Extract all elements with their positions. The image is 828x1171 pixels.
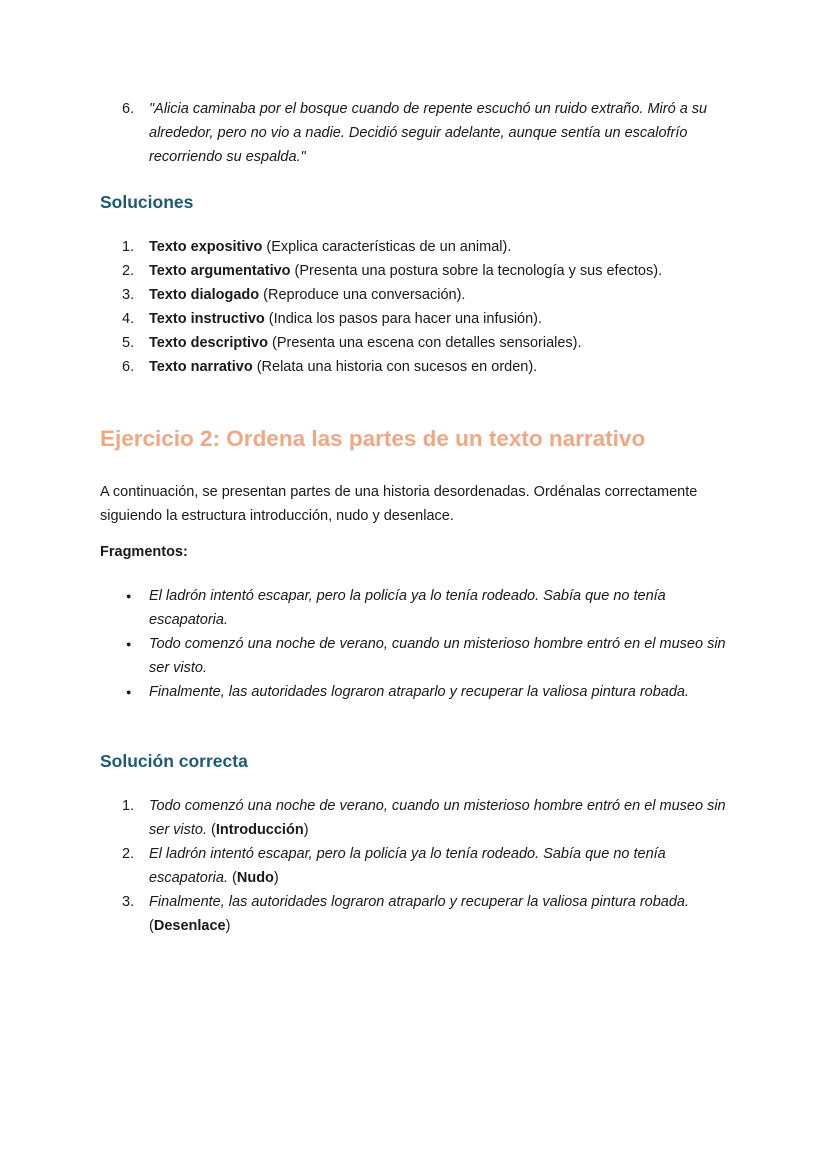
solution-heading: Solución correcta: [100, 751, 248, 771]
exercise1-item-6: [100, 97, 740, 169]
paren-open: (: [149, 918, 154, 934]
list-item: [100, 331, 740, 355]
bullet-icon: ●: [126, 687, 132, 697]
text-type: Texto expositivo: [149, 239, 263, 255]
list-item: [100, 235, 740, 259]
text-type: Texto narrativo: [149, 359, 253, 375]
solution-item: [100, 890, 740, 938]
list-item: [100, 259, 740, 283]
item-text: "Alicia caminaba por el bosque cuando de repente escuchó un ruido extraño. Miró a su alrededor, pero no vio a nadie. Decidió seguir adelante, aunque sentía un escalofrío recorriendo su espalda.": [149, 101, 708, 165]
item-number: 6.: [122, 359, 135, 375]
fragment-text: Todo comenzó una noche de verano, cuando un misterioso hombre entró en el museo sin ser visto.: [149, 636, 726, 676]
list-item: [100, 355, 740, 379]
part-label: Introducción: [215, 822, 304, 838]
solution-text: Todo comenzó una noche de verano, cuando un misterioso hombre entró en el museo sin ser visto.: [149, 798, 726, 838]
item-number: 2.: [122, 846, 135, 862]
bullet-icon: ●: [126, 591, 132, 601]
item-description: (Presenta una postura sobre la tecnología y sus efectos).: [290, 263, 663, 279]
solution-text: Finalmente, las autoridades lograron atraparlo y recuperar la valiosa pintura robada.: [149, 894, 690, 910]
item-description: (Explica características de un animal).: [262, 239, 512, 255]
soluciones-heading: Soluciones: [100, 192, 194, 212]
fragments-list: [100, 584, 740, 704]
item-description: (Presenta una escena con detalles sensoriales).: [267, 335, 582, 351]
soluciones-list: [100, 235, 740, 379]
list-item: [100, 283, 740, 307]
solution-item: [100, 842, 740, 890]
list-item: [100, 307, 740, 331]
fragment-item: [100, 680, 740, 704]
list-item: [100, 97, 740, 169]
paren-close: ): [273, 870, 279, 886]
fragment-text: El ladrón intentó escapar, pero la policía ya lo tenía rodeado. Sabía que no tenía escapatoria.: [149, 588, 666, 628]
exercise2-heading: Ejercicio 2: Ordena las partes de un texto narrativo: [100, 426, 646, 451]
item-number: 3.: [122, 894, 135, 910]
solution-item: [100, 794, 740, 842]
fragment-text: Finalmente, las autoridades lograron atraparlo y recuperar la valiosa pintura robada.: [149, 684, 690, 700]
paren-close: ): [225, 918, 231, 934]
text-type: Texto descriptivo: [149, 335, 268, 351]
item-number: 3.: [122, 287, 135, 303]
text-type: Texto argumentativo: [149, 263, 291, 279]
fragment-item: [100, 632, 740, 680]
paren-close: ): [303, 822, 309, 838]
exercise2-intro: [100, 480, 740, 528]
paren-open: (: [228, 870, 237, 886]
intro-paragraph: A continuación, se presentan partes de una historia desordenadas. Ordénalas correctamente siguiendo la estructura introducción, nudo y desenlace.: [100, 484, 698, 524]
text-type: Texto dialogado: [149, 287, 260, 303]
part-label: Nudo: [236, 870, 274, 886]
fragments-label: Fragmentos:: [100, 544, 188, 560]
fragment-item: [100, 584, 740, 632]
item-number: 2.: [122, 263, 135, 279]
solution-text: El ladrón intentó escapar, pero la policía ya lo tenía rodeado. Sabía que no tenía escapatoria.: [149, 846, 666, 886]
item-number: 4.: [122, 311, 135, 327]
paren-open: (: [207, 822, 216, 838]
item-number: 1.: [122, 239, 135, 255]
item-number: 6.: [122, 101, 135, 117]
solution-list: [100, 794, 740, 938]
item-number: 1.: [122, 798, 135, 814]
part-label: Desenlace: [153, 918, 226, 934]
item-number: 5.: [122, 335, 135, 351]
bullet-icon: ●: [126, 639, 132, 649]
item-description: (Reproduce una conversación).: [259, 287, 466, 303]
text-type: Texto instructivo: [149, 311, 265, 327]
item-description: (Relata una historia con sucesos en orden).: [252, 359, 538, 375]
item-description: (Indica los pasos para hacer una infusión).: [264, 311, 543, 327]
